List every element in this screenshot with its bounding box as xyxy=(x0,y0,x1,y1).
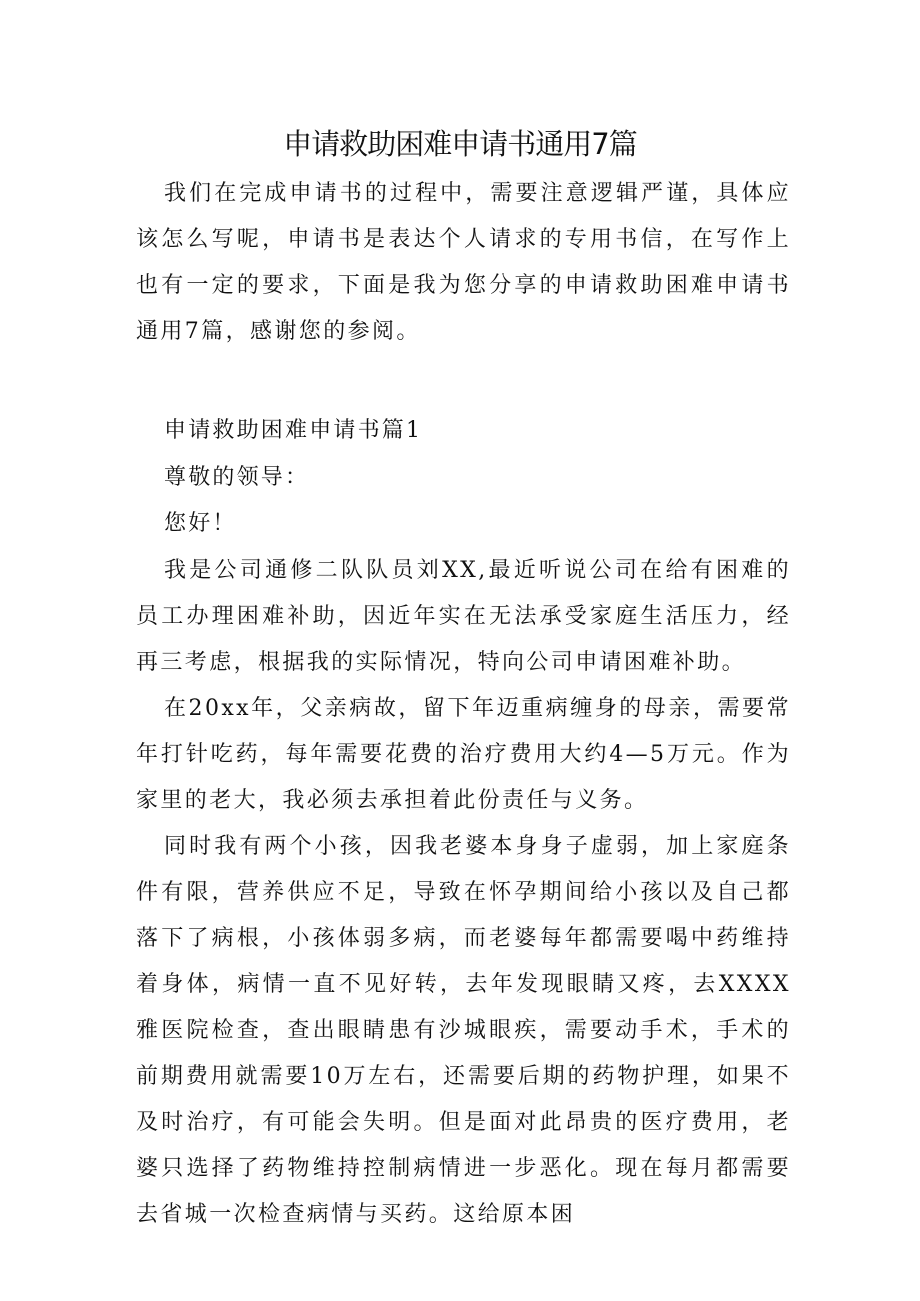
salutation: 尊敬的领导： xyxy=(164,465,310,490)
document-title: 申请救助困难申请书通用7篇 xyxy=(283,127,637,161)
intro-paragraph: 我们在完成申请书的过程中，需要注意逻辑严谨，具体应该怎么写呢，申请书是表达个人请求的专用书信，在写作上也有一定的要求，下面是我为您分享的申请救助困难申请书通用7篇，感谢您的参阅。 xyxy=(136,181,791,344)
body-paragraph: 我是公司通修二队队员刘XX,最近听说公司在给有困难的员工办理困难补助，因近年实在无法承受家庭生活压力，经再三考虑，根据我的实际情况，特向公司申请困难补助。 xyxy=(136,558,791,675)
section-heading: 申请救助困难申请书篇1 xyxy=(164,418,423,443)
body-paragraph: 同时我有两个小孩，因我老婆本身身子虚弱，加上家庭条件有限，营养供应不足，导致在怀孕期间给小孩以及自己都落下了病根，小孩体弱多病，而老婆每年都需要喝中药维持着身体，病情一直不见好转，去年发现眼睛又疼，去XXXX雅医院检查，查出眼睛患有沙城眼疾，需要动手术，手术的前期费用就需要10万左右，还需要后期的药物护理，如果不及时治疗，有可能会失明。但是面对此昂贵的医疗费用，老婆只选择了药物维持控制病情进一步恶化。现在每月都需要去省城一次检查病情与买药。这给原本困 xyxy=(136,834,791,1227)
body-paragraph: 在20xx年，父亲病故，留下年迈重病缠身的母亲，需要常年打针吃药，每年需要花费的治疗费用大约4—5万元。作为家里的老大，我必须去承担着此份责任与义务。 xyxy=(136,696,791,813)
greeting: 您好！ xyxy=(164,511,237,536)
